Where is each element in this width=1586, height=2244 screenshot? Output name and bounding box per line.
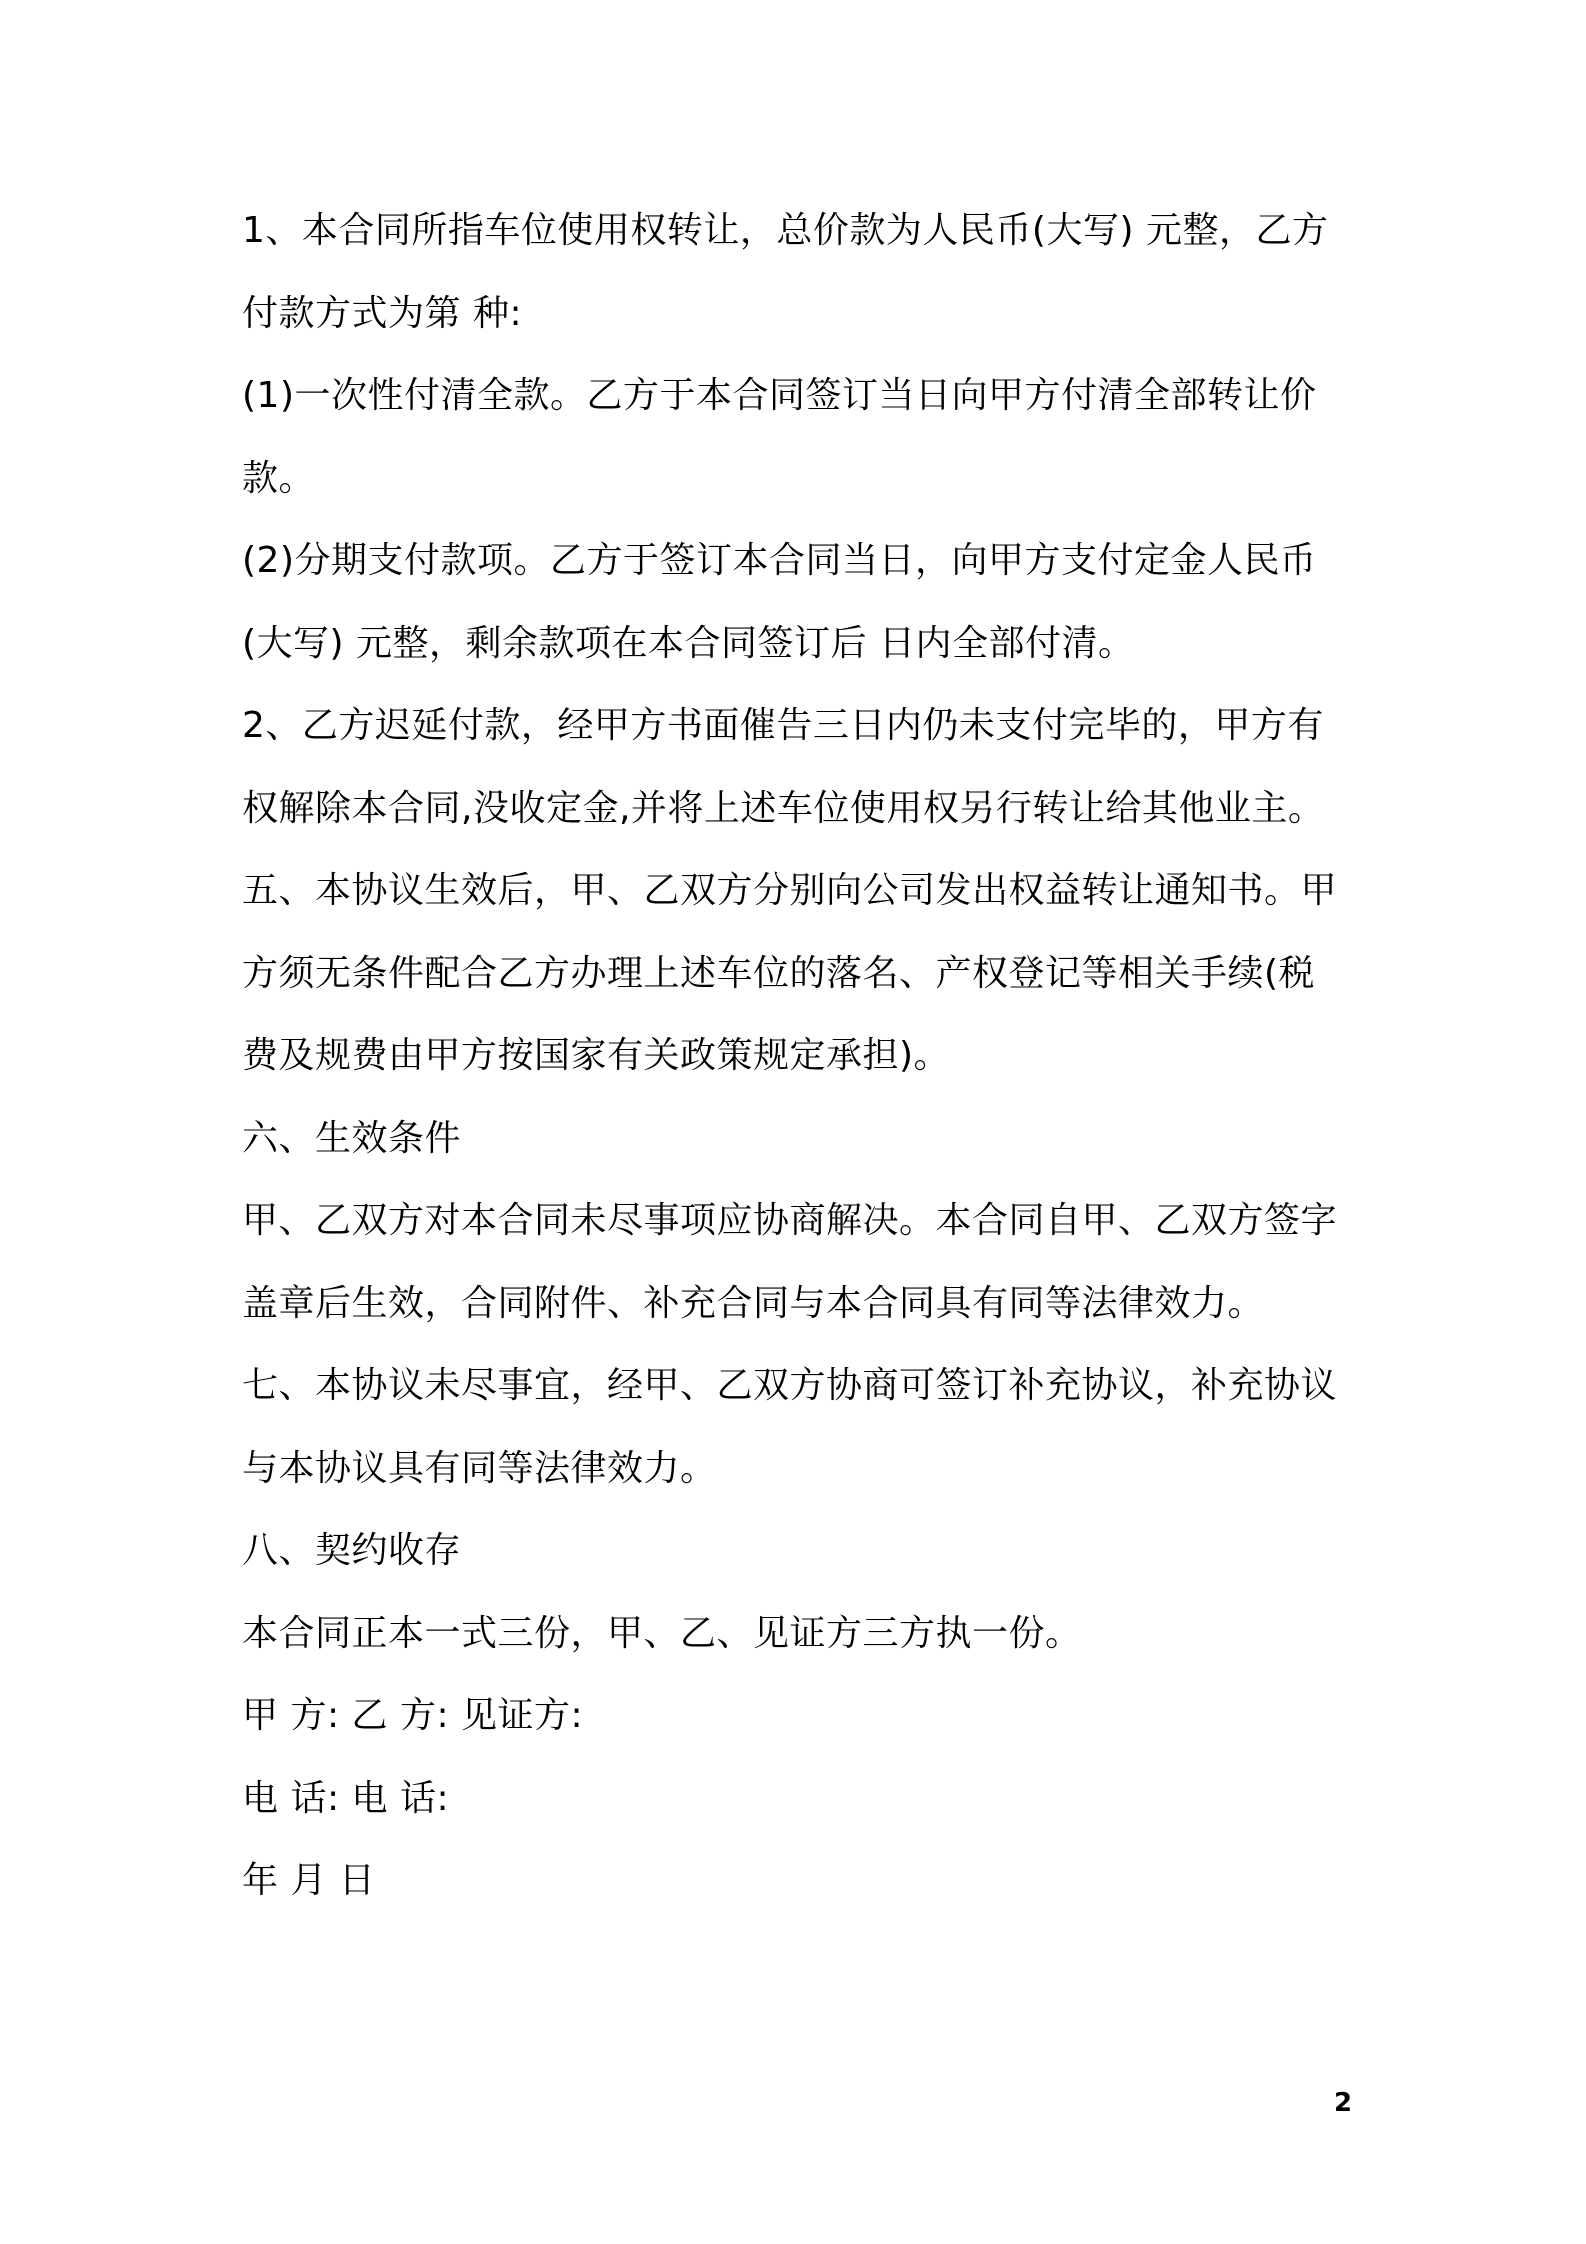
clause-2-line-1: 2、乙方迟延付款，经甲方书面催告三日内仍未支付完毕的，甲方有 [242,705,1324,746]
section-5-line-2: 方须无条件配合乙方办理上述车位的落名、产权登记等相关手续(税 [242,952,1316,994]
section-7-line-2: 与本协议具有同等法律效力。 [242,1447,717,1489]
clause-2-line-2: 权解除本合同,没收定金,并将上述车位使用权另行转让给其他业主。 [242,787,1325,829]
section-5-line-3: 费及规费由甲方按国家有关政策规定承担)。 [242,1035,951,1076]
section-8-heading: 八、契约收存 [242,1530,462,1571]
section-7-line-1: 七、本协议未尽事宜，经甲、乙双方协商可签订补充协议，补充协议 [242,1365,1338,1406]
section-8-line-1: 本合同正本一式三份，甲、乙、见证方三方执一份。 [242,1612,1082,1654]
option-2-line-2: (大写) 元整，剩余款项在本合同签订后 日内全部付清。 [242,622,1135,664]
clause-1-line-1: 1、本合同所指车位使用权转让，总价款为人民币(大写) 元整，乙方 [242,210,1329,251]
option-2-line-1: (2)分期支付款项。乙方于签订本合同当日，向甲方支付定金人民币 [242,540,1317,581]
document-body [242,198,1362,1931]
section-6-line-1: 甲、乙双方对本合同未尽事项应协商解决。本合同自甲、乙双方签字 [242,1200,1338,1241]
signature-date-line: 年 月 日 [242,1860,376,1901]
section-6-heading: 六、生效条件 [242,1117,462,1159]
clause-1-line-2: 付款方式为第 种: [242,292,523,334]
section-5-line-1: 五、本协议生效后，甲、乙双方分别向公司发出权益转让通知书。甲 [242,870,1338,911]
signature-phone-line: 电 话: 电 话: [242,1777,450,1819]
section-6-line-2: 盖章后生效，合同附件、补充合同与本合同具有同等法律效力。 [242,1282,1265,1324]
signature-parties-line: 甲 方: 乙 方: 见证方: [242,1695,584,1736]
option-1-line-1: (1)一次性付清全款。乙方于本合同签订当日向甲方付清全部转让价 [242,375,1317,416]
page-number: 2 [1334,2088,1353,2118]
option-1-line-2: 款。 [242,457,316,499]
